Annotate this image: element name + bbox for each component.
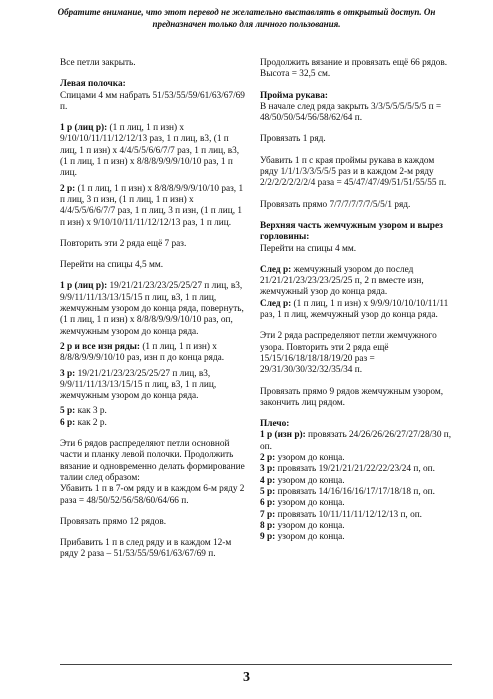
paragraph: Спицами 4 мм набрать 51/53/55/59/61/63/67/69 п. — [60, 90, 245, 112]
row-text: узором до конца. — [275, 532, 345, 543]
row-text: провязать 19/21/21/21/22/22/23/24 п, оп. — [275, 464, 435, 475]
row-text: узором до конца. — [275, 453, 345, 464]
row-label: След р: — [260, 298, 292, 309]
row-instruction — [60, 184, 248, 229]
footer-divider — [60, 664, 452, 665]
row-label: След р: — [260, 264, 292, 275]
page-number: 3 — [243, 670, 250, 685]
section-heading-left-shelf: Левая полочка: — [60, 79, 126, 90]
row-label: 2 р и все изн ряды: — [60, 341, 141, 352]
row-text: узором до конца. — [275, 520, 345, 531]
paragraph: Убавить 1 п в 7-ом ряду и в каждом 6-м ряду 2 раза = 48/50/52/56/58/60/64/66 п. — [60, 484, 245, 506]
row-text: как 3 р. — [75, 406, 107, 417]
row-label: 1 р (изн р): — [260, 430, 306, 441]
row-text: (1 п лиц, 1 п изн) x 8/8/8/9/9/9/10/10 раз, 1 п лиц, 3 п изн, (1 п лиц, 1 п изн) x 4/4/5/5/6/6/7/7 раз, 1 п лиц, 3 п изн, (1 п лиц, 1 п изн) x 9/10/10/11/11/12/12/13 раз, 1 п лиц. — [60, 183, 244, 228]
row-text: 19/21/21/23/23/25/25/27 п лиц, в3, 9/9/11/11/13/13/15/15 п лиц, в3, 1 п лиц, жемчужным узором до конца ряда, повернуть, (1 п лиц, 1 п изн) x 8/8/8/9/9/9/10/10 раз, оп, жемчужным узором до конца ряда. — [60, 281, 244, 337]
row-instruction — [260, 487, 452, 498]
row-label: 4 р: — [260, 475, 276, 486]
row-text: провязать 24/26/26/26/27/27/28/30 п, оп. — [260, 430, 452, 452]
copyright-notice: Обратите внимание, что этот перевод не желательно выставлять в открытый доступ. Он предназначен только для личного пользования. — [57, 7, 436, 29]
section-heading-shoulder: Плечо: — [260, 419, 290, 430]
row-text: провязать 10/11/11/11/12/12/13 п, оп. — [275, 509, 423, 520]
row-instruction — [60, 342, 248, 365]
row-instruction — [60, 281, 248, 337]
row-label: 3 р: — [260, 464, 276, 475]
row-label: 3 р: — [60, 368, 76, 379]
row-label: 7 р: — [260, 509, 276, 520]
row-instruction — [60, 406, 248, 417]
row-label: 8 р: — [260, 520, 276, 531]
paragraph: В начале след ряда закрыть 3/3/5/5/5/5/5/5 п = 48/50/50/54/56/58/62/64 п. — [260, 101, 442, 124]
row-label: 1 р (лиц р): — [60, 123, 108, 134]
row-instruction — [260, 521, 452, 532]
paragraph: Все петли закрыть. — [60, 58, 136, 68]
row-label: 2 р: — [260, 453, 276, 464]
row-instruction — [260, 299, 452, 322]
paragraph: Эти 2 ряда распределяют петли жемчужного узора. Повторить эти 2 ряда ещё 15/15/16/18/18/18/19/20 раз = 29/31/30/30/32/32/35/34 п. — [260, 331, 437, 376]
row-text: жемчужный узором до послед 21/21/21/23/23/23/25/25 п, 2 п вместе изн, жемчужный узор до конца ряда. — [260, 264, 424, 298]
paragraph: Эти 6 рядов распределяют петли основной части и планку левой полочки. Продолжить вязание и одновременно делать формирование талии след образом: — [60, 439, 245, 483]
paragraph: Прибавить 1 п в след ряду и в каждом 12-м ряду 2 раза – 51/53/55/59/61/63/67/69 п. — [60, 538, 232, 560]
section-heading-top-neckline: Верхняя часть жемчужным узором и вырез горловины: — [260, 220, 443, 243]
row-instruction — [260, 453, 452, 464]
row-instruction — [60, 123, 248, 179]
paragraph: Повторить эти 2 ряда ещё 7 раз. — [60, 238, 187, 249]
paragraph: Провязать прямо 12 рядов. — [60, 516, 167, 527]
row-text: (1 п лиц, 1 п изн) x 8/8/8/9/9/9/10/10 раз, изн п до конца ряда. — [60, 341, 225, 364]
paragraph: Провязать 1 ряд. — [260, 134, 326, 145]
row-instruction — [260, 430, 452, 453]
paragraph: Продолжить вязание и провязать ещё 66 рядов. Высота = 32,5 см. — [260, 58, 448, 80]
row-text: 19/21/21/23/23/25/25/27 п лиц, в3, 9/9/11/11/13/13/15/15 п лиц, в3, 1 п лиц, жемчужным узором до конца ряда. — [60, 368, 217, 402]
row-text: (1 п лиц, 1 п изн) x 9/9/9/10/10/10/11/11 раз, 1 п лиц, жемчужный узор до конца ряда. — [260, 298, 449, 321]
paragraph: Провязать прямо 9 рядов жемчужным узором, закончить лиц рядом. — [260, 386, 444, 408]
paragraph: Провязать прямо 7/7/7/7/7/7/5/5/1 ряд. — [260, 199, 411, 210]
row-text: узором до конца. — [275, 475, 345, 486]
row-instruction — [260, 476, 452, 487]
row-label: 6 р: — [260, 498, 276, 509]
row-label: 2 р: — [60, 183, 76, 194]
row-label: 6 р: — [60, 417, 76, 428]
row-label: 9 р: — [260, 532, 276, 543]
row-instruction — [260, 510, 452, 521]
row-instruction — [260, 265, 452, 299]
row-instruction — [60, 369, 248, 403]
paragraph: Убавить 1 п с края проймы рукава в каждом ряду 1/1/1/3/3/5/5/5 раз и в каждом 2-м ряду 2/2/2/2/2/2/2/4 раза = 45/47/47/49/51/51/55/55 п. — [260, 155, 447, 189]
row-text: как 2 р. — [75, 417, 107, 428]
right-column — [260, 58, 452, 543]
row-label: 1 р (лиц р): — [60, 281, 108, 292]
row-instruction — [260, 532, 452, 543]
row-text: (1 п лиц, 1 п изн) x 9/10/10/11/11/12/12/13 раз, 1 п лиц, в3, (1 п лиц, 1 п изн) x 4/4/5/5/6/6/7/7 раз, 1 п лиц, в3, (1 п лиц, 1 п изн) x 8/8/8/9/9/9/10/10 раз, 1 п лиц. — [60, 123, 240, 179]
row-text: провязать 14/16/16/16/17/17/18/18 п, оп. — [275, 486, 435, 497]
section-heading-armhole: Пройма рукава: — [260, 90, 328, 101]
paragraph: Перейти на спицы 4 мм. — [260, 243, 357, 254]
row-instruction — [260, 464, 452, 475]
row-label: 5 р: — [60, 406, 76, 417]
row-text: узором до конца. — [275, 498, 345, 509]
row-instruction — [260, 498, 452, 509]
left-column — [60, 58, 248, 571]
row-instruction — [60, 418, 248, 429]
paragraph: Перейти на спицы 4,5 мм. — [60, 260, 164, 271]
row-label: 5 р: — [260, 486, 276, 497]
